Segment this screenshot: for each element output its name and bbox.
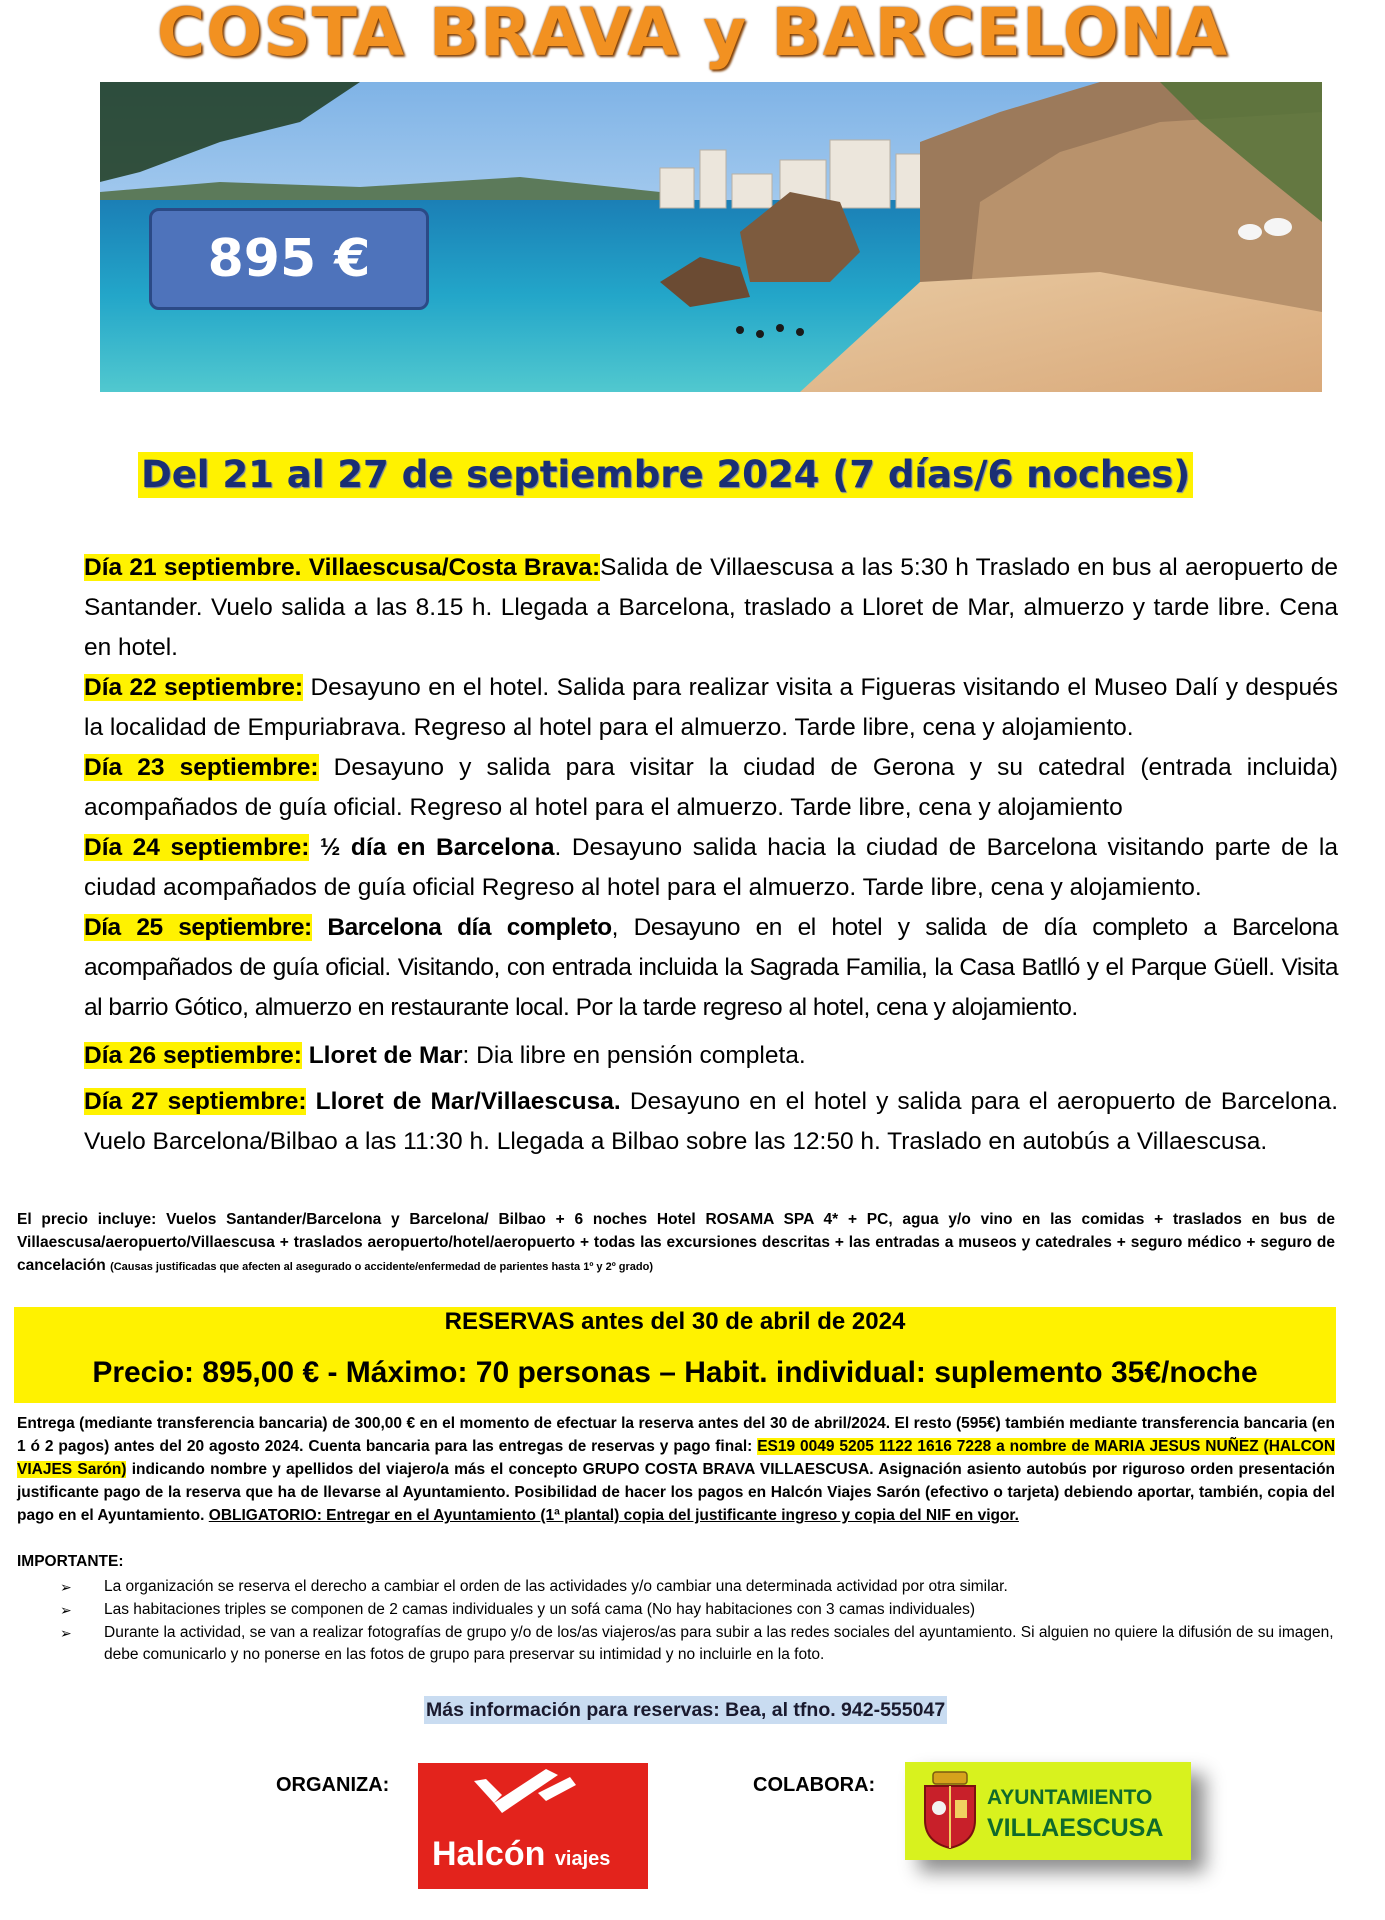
includes-note: (Causas justificadas que afecten al asegurado o accidente/enfermedad de parientes hasta 1º y 2º grado) [110,1261,654,1273]
payment-text: Entrega (mediante transferencia bancaria) de 300,00 € en el momento de efectuar la reserva antes del 30 de abril/2024. El resto (595€) también mediante transferencia bancaria (en 1 ó 2 pagos) antes del 20 agosto 2024. Cuenta bancaria para las entregas de reservas y pago final: [17,1415,1335,1455]
organizer-label: ORGANIZA: [276,1774,390,1796]
day-text: . Desayuno salida hacia la ciudad de Barcelona visitando parte de la ciudad acompañados de guía oficial Regreso al hotel para el almuerzo. Tarde libre, cena y alojamiento. [84,834,1339,901]
day-heading: Día 27 septiembre: [84,1088,307,1115]
itinerary-day [84,908,1338,1028]
important-heading: IMPORTANTE: [17,1553,124,1570]
ayuntamiento-villaescusa-logo [905,1762,1191,1860]
day-text: Desayuno en el hotel. Salida para realizar visita a Figueras visitando el Museo Dalí y después la localidad de Empuriabrava. Regreso al hotel para el almuerzo. Tarde libre, cena y alojamiento. [84,674,1338,741]
day-heading: Día 24 septiembre: [84,834,310,861]
itinerary-day [84,748,1338,828]
collaborator-label: COLABORA: [753,1774,876,1796]
page-title: COSTA BRAVA y BARCELONA [156,0,1229,71]
day-text: Salida de Villaescusa a las 5:30 h Traslado en bus al aeropuerto de Santander. Vuelo salida a las 8.15 h. Llegada a Barcelona, traslado a Lloret de Mar, almuerzo y tarde libre. Cena en hotel. [84,554,1338,661]
contact-info: Más información para reservas: Bea, al tfno. 942-555047 [424,1696,947,1724]
arrow-bullet-icon: ➢ [60,1579,72,1595]
price-details: Precio: 895,00 € - Máximo: 70 personas – Habit. individual: suplemento 35€/noche [92,1356,1258,1389]
halcon-viajes-logo [418,1763,648,1889]
bank-account: ES19 0049 5205 1122 1616 7228 a nombre de MARIA JESUS NUÑEZ (HALCON VIAJES Sarón) [17,1438,1336,1478]
itinerary [84,548,1338,1162]
arrow-bullet-icon: ➢ [60,1602,72,1618]
itinerary-day [84,828,1338,908]
day-heading: Día 26 septiembre: [84,1042,302,1069]
day-text: : Dia libre en pensión completa. [462,1042,806,1069]
halcon-name: Halcón [432,1835,546,1873]
itinerary-day [84,1036,1338,1076]
day-highlight: Lloret de Mar [308,1042,463,1069]
important-notes [60,1576,1335,1667]
price-includes [17,1208,1335,1279]
ayto-line-2: VILLAESCUSA [987,1814,1164,1842]
day-text: Desayuno y salida para visitar la ciudad de Gerona y su catedral (entrada incluida) acompañados de guía oficial. Regreso al hotel para el almuerzo. Tarde libre, cena y alojamiento [84,754,1339,821]
ayto-line-1: AYUNTAMIENTO [987,1786,1153,1809]
list-item [60,1622,1335,1666]
payment-text-2: indicando nombre y apellidos del viajero/a más el concepto GRUPO COSTA BRAVA VILLAESCUSA. Asignación asiento autobús por riguroso orden presentación justificante pago de la reserva que ha de llevarse al Ayuntamiento. Posibilidad de hacer los pagos en Halcón Viajes Sarón (efectivo o tarjeta) debiendo aportar, también, copia del pago en el Ayuntamiento. [17,1461,1336,1524]
payment-info [17,1412,1335,1527]
day-heading: Día 23 septiembre: [84,754,319,781]
coat-of-arms-icon [915,1770,985,1852]
day-highlight: Lloret de Mar/Villaescusa. [315,1088,621,1115]
halcon-bird-icon [418,1763,648,1833]
mandatory-note: OBLIGATORIO: Entregar en el Ayuntamiento (1ª plantal) copia del justificante ingreso y copia del NIF en vigor. [208,1507,1019,1524]
day-highlight: Barcelona día completo [327,914,612,941]
note-text: La organización se reserva el derecho a cambiar el orden de las actividades y/o cambiar una determinada actividad por otra similar. [104,1578,1008,1595]
reservation-deadline: RESERVAS antes del 30 de abril de 2024 [444,1308,906,1335]
note-text: Durante la actividad, se van a realizar fotografías de grupo y/o de los/as viajeros/as para subir a las redes sociales del ayuntamiento. Si alguien no quiere la difusión de su imagen, debe comunicarlo y no ponerse en las fotos de grupo para preservar su intimidad y no incluirle en la foto. [104,1624,1334,1663]
itinerary-day [84,668,1338,748]
itinerary-day [84,548,1338,668]
list-item [60,1599,1335,1621]
arrow-bullet-icon: ➢ [60,1625,72,1641]
price-badge: 895 € [149,208,429,310]
trip-dates: Del 21 al 27 de septiembre 2024 (7 días/6 noches) [138,452,1193,498]
day-highlight: ½ día en Barcelona [319,834,555,861]
day-heading: Día 25 septiembre: [84,914,312,941]
note-text: Las habitaciones triples se componen de 2 camas individuales y un sofá cama (No hay habitaciones con 3 camas individuales) [104,1601,976,1618]
day-text: , Desayuno en el hotel y salida de día completo a Barcelona acompañados de guía oficial. Visitando, con entrada incluida la Sagrada Familia, la Casa Batlló y el Parque Güell. Visita al barrio Gótico, almuerzo en restaurante local. Por la tarde regreso al hotel, cena y alojamiento. [84,914,1338,1021]
halcon-sub: viajes [554,1848,611,1870]
day-heading: Día 22 septiembre: [84,674,304,701]
halcon-wordmark [432,1835,610,1874]
list-item [60,1576,1335,1598]
day-heading: Día 21 septiembre. Villaescusa/Costa Brava: [84,554,601,581]
includes-text: El precio incluye: Vuelos Santander/Barcelona y Barcelona/ Bilbao + 6 noches Hotel ROSAMA SPA 4* + PC, agua y/o vino en las comidas + traslados en bus de Villaescusa/aeropuerto/Villaescusa + traslados aeropuerto/hotel/aeropuerto + todas las excursiones descritas + las entradas a museos y catedrales + seguro médico + seguro de cancelación [17,1211,1335,1274]
day-text: Desayuno en el hotel y salida para el aeropuerto de Barcelona. Vuelo Barcelona/Bilbao a las 11:30 h. Llegada a Bilbao sobre las 12:50 h. Traslado en autobús a Villaescusa. [84,1088,1339,1155]
itinerary-day [84,1082,1338,1162]
